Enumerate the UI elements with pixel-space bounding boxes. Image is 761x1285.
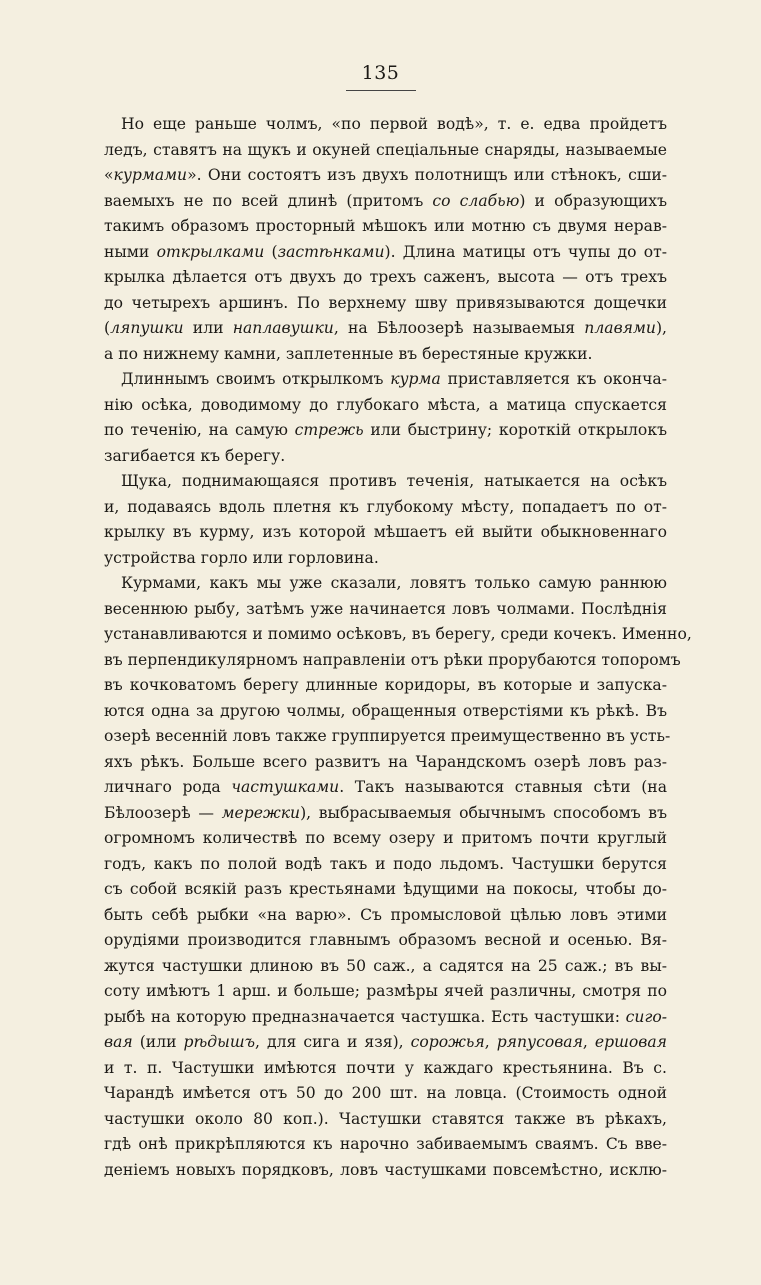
text-line: соту имѣютъ 1 арш. и больше; размѣры ячей различны, смотря по xyxy=(104,982,667,1000)
text-line: деніемъ новыхъ порядковъ, ловъ частушками повсемѣстно, исклю- xyxy=(104,1160,667,1179)
text-line: а по нижнему камни, заплетенные въ берестяные кружки. xyxy=(104,344,593,363)
text-line: Чарандѣ имѣется отъ 50 до 200 шт. на ловца. (Стоимость одной xyxy=(104,1084,667,1102)
text-line: весеннюю рыбу, затѣмъ уже начинается ловъ чолмами. Послѣднія xyxy=(104,599,667,618)
text-line: «курмами». Они состоятъ изъ двухъ полотнищъ или стѣнокъ, сши- xyxy=(104,166,667,184)
text-line: съ собой всякій разъ крестьянами ѣдущими на покосы, чтобы до- xyxy=(104,880,667,898)
text-line: устройства горло или горловина. xyxy=(104,548,379,567)
text-line: Щука, поднимающаяся противъ теченія, натыкается на осѣкъ xyxy=(121,472,667,490)
text-line: ются одна за другою чолмы, обращенныя отверстіями къ рѣкѣ. Въ xyxy=(104,701,667,720)
paragraph xyxy=(104,367,667,469)
paragraph xyxy=(104,571,692,1183)
text-line: ваемыхъ не по всей длинѣ (притомъ со слабью) и образующихъ xyxy=(104,191,667,210)
text-line: огромномъ количествѣ по всему озеру и притомъ почти круглый xyxy=(104,829,667,847)
text-line: Но еще раньше чолмъ, «по первой водѣ», т. е. едва пройдетъ xyxy=(121,115,667,133)
text-line: нію осѣка, доводимому до глубокаго мѣста, а матица спускается xyxy=(104,395,667,414)
text-line: гдѣ онѣ прикрѣпляются къ нарочно забиваемымъ сваямъ. Съ вве- xyxy=(104,1135,667,1153)
text-line: крылка дѣлается отъ двухъ до трехъ саженъ, высота — отъ трехъ xyxy=(104,268,667,286)
text-line: въ перпендикулярномъ направленіи отъ рѣки прорубаются топоромъ xyxy=(104,650,681,669)
text-line: частушки около 80 коп.). Частушки ставятся также въ рѣкахъ, xyxy=(104,1109,667,1128)
text-line: устанавливаются и помимо осѣковъ, въ берегу, среди кочекъ. Именно, xyxy=(104,625,692,643)
text-line: и, подаваясь вдоль плетня къ глубокому мѣсту, попадаетъ по от- xyxy=(104,497,667,516)
page-number: 135 xyxy=(361,62,400,84)
text-line: и т. п. Частушки имѣются почти у каждаго крестьянина. Въ с. xyxy=(104,1058,667,1077)
text-line: въ кочковатомъ берегу длинные коридоры, въ которые и запуска- xyxy=(104,676,667,694)
text-line: Курмами, какъ мы уже сказали, ловятъ только самую раннюю xyxy=(121,574,667,592)
text-line: ледъ, ставятъ на щукъ и окуней спеціальные снаряды, называемые xyxy=(104,140,667,159)
text-line: Длиннымъ своимъ открылкомъ курма приставляется къ оконча- xyxy=(121,370,667,388)
text-line: жутся частушки длиною въ 50 саж., а садятся на 25 саж.; въ вы- xyxy=(104,956,667,975)
text-line: орудіями производится главнымъ образомъ весной и осенью. Вя- xyxy=(104,931,667,949)
text-line: крылку въ курму, изъ которой мѣшаетъ ей выйти обыкновеннаго xyxy=(104,523,667,541)
text-line: до четырехъ аршинъ. По верхнему шву привязываются дощечки xyxy=(104,293,667,312)
text-line: озерѣ весенній ловъ также группируется преимущественно въ усть- xyxy=(104,727,671,745)
text-line: по теченію, на самую стрежь или быстрину; короткій открылокъ xyxy=(104,421,667,439)
text-line: такимъ образомъ просторный мѣшокъ или мотню съ двумя нерав- xyxy=(104,217,667,235)
text-line: рыбѣ на которую предназначается частушка. Есть частушки: сиго- xyxy=(104,1007,667,1026)
paragraph xyxy=(104,112,667,367)
text-line: вая (или рѣдышъ, для сига и язя), сорожья, ряпусовая, ершовая xyxy=(104,1033,667,1051)
text-line: годъ, какъ по полой водѣ такъ и подо льдомъ. Частушки берутся xyxy=(104,854,667,873)
text-line: личнаго рода частушками. Такъ называются ставныя сѣти (на xyxy=(104,778,667,796)
text-line: загибается къ берегу. xyxy=(104,446,286,465)
paragraph xyxy=(104,469,667,571)
text-line: Бѣлоозерѣ — мережки), выбрасываемыя обычнымъ способомъ въ xyxy=(104,803,667,822)
page-header xyxy=(0,62,761,91)
body-text xyxy=(104,112,692,1183)
text-line: быть себѣ рыбки «на варю». Съ промысловой цѣлью ловъ этими xyxy=(104,905,667,924)
text-line: (ляпушки или наплавушки, на Бѣлоозерѣ называемыя плавями), xyxy=(104,319,667,337)
text-line: яхъ рѣкъ. Больше всего развитъ на Чарандскомъ озерѣ ловъ раз- xyxy=(104,752,667,771)
header-rule xyxy=(346,90,416,91)
text-line: ными открылками (застѣнками). Длина матицы отъ чупы до от- xyxy=(104,242,667,261)
